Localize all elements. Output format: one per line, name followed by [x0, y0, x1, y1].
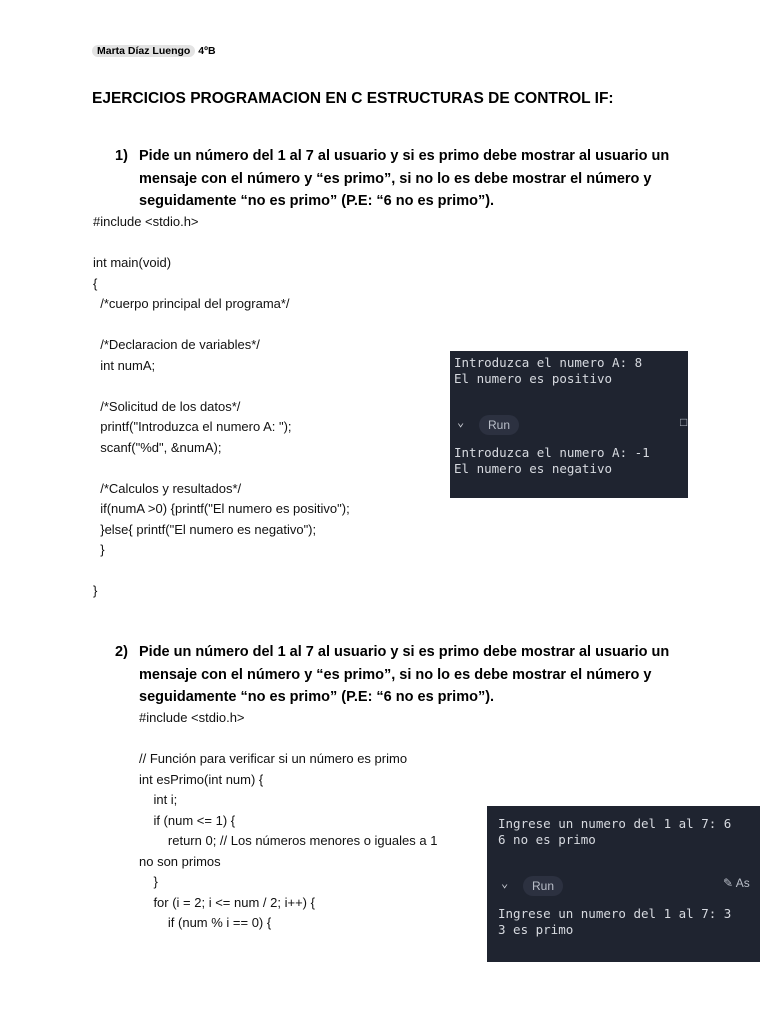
exercise-1-statement — [115, 145, 675, 213]
terminal-output-2: Introduzca el numero A: -1 El numero es negativo — [454, 445, 650, 476]
statement-line: seguidamente “no es primo” (P.E: “6 no es primo”). — [139, 689, 495, 705]
exercise-2-code: #include <stdio.h> // Función para verificar si un número es primo int esPrimo(int num) { int i; if (num <= 1) { return 0; // Los números menores o iguales a 1 no son primos } for (i = 2; i <= num / 2; i++) { if (num % i == 0) { — [139, 710, 438, 930]
exercise-1-terminal — [450, 351, 688, 498]
copy-icon[interactable]: □ — [680, 415, 688, 429]
statement-line: seguidamente “no es primo” (P.E: “6 no es primo”). — [139, 193, 495, 209]
run-button[interactable]: Run — [479, 415, 519, 435]
terminal-output-1: Introduzca el numero A: 8 El numero es positivo — [454, 355, 643, 386]
author-grade: 4ºB — [198, 45, 216, 57]
terminal-output-1: Ingrese un numero del 1 al 7: 6 6 no es primo — [498, 816, 732, 847]
terminal-run-bar — [450, 412, 688, 440]
extra-action[interactable] — [723, 876, 750, 890]
exercise-2-terminal — [487, 806, 760, 962]
extra-action-label: As — [735, 876, 750, 890]
exercise-1-code: #include <stdio.h> int main(void) { /*cuerpo principal del programa*/ /*Declaracion de variables*/ int numA; /*Solicitud de los datos*/ printf("Introduzca el numero A: "); scanf("%d", &numA); /*Calculos y resultados*/ if(numA >0) {printf("El numero es positivo"); }else{ printf("El numero es negativo"); } } — [93, 214, 350, 598]
statement-line: Pide un número del 1 al 7 al usuario y si es primo debe mostrar al usuario un — [139, 644, 670, 660]
chevron-down-icon[interactable]: ⌄ — [457, 415, 465, 429]
statement-line: mensaje con el número y “es primo”, si no lo es debe mostrar el número y — [139, 170, 652, 187]
exercise-2-statement — [115, 641, 675, 709]
chevron-down-icon[interactable]: ⌄ — [501, 876, 509, 890]
statement-line: mensaje con el número y “es primo”, si no lo es debe mostrar el número y — [139, 666, 652, 683]
comment-icon: ✎ — [723, 876, 734, 890]
terminal-run-bar — [487, 873, 760, 901]
page-title: EJERCICIOS PROGRAMACION EN C ESTRUCTURAS DE CONTROL IF: — [92, 90, 614, 107]
author-line — [92, 43, 216, 59]
statement-line: Pide un número del 1 al 7 al usuario y si es primo debe mostrar al usuario un — [139, 148, 670, 164]
exercise-number: 1) — [115, 148, 128, 164]
terminal-output-2: Ingrese un numero del 1 al 7: 3 3 es primo — [498, 906, 732, 937]
exercise-number: 2) — [115, 644, 128, 660]
run-button[interactable]: Run — [523, 876, 563, 896]
author-name: Marta Díaz Luengo — [92, 45, 195, 57]
